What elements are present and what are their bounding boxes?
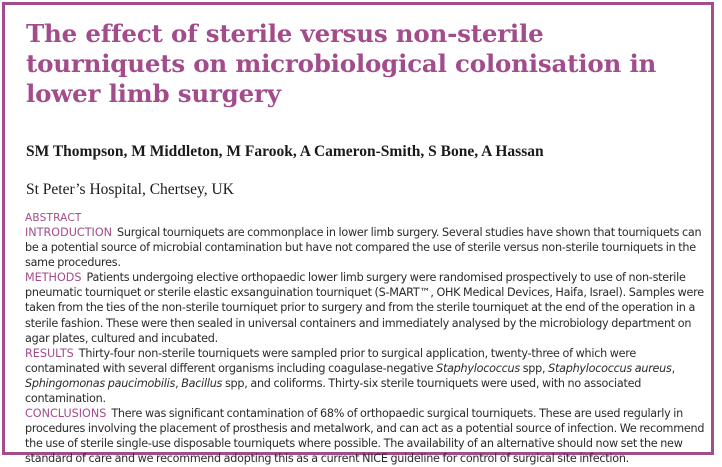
introduction-text: Surgical tourniquets are commonplace in lower limb surgery. Several studies have shown that tourniquets can be a potential source of microbial contamination but have not compared the use of sterile versus non-sterile tourniquets in the same procedures. (25, 226, 702, 270)
introduction-paragraph (25, 225, 711, 270)
organism-sphingomonas: Sphingomonas paucimobilis (25, 376, 176, 390)
organism-staphylococcus: Staphylococcus (436, 361, 520, 375)
abstract-heading: ABSTRACT (25, 212, 82, 224)
affiliation: St Peter’s Hospital, Chertsey, UK (26, 181, 234, 198)
organism-staphylococcus-aureus: Staphylococcus aureus (548, 361, 672, 375)
methods-label: METHODS (25, 271, 82, 285)
abstract-frame (2, 2, 714, 466)
results-text-5: spp, and coliforms. Thirty-six sterile tourniquets were used, with no associated contamination. (25, 376, 642, 406)
results-text-3: , (671, 361, 675, 375)
results-text-2: spp, (519, 361, 549, 375)
conclusions-text: There was significant contamination of 68% of orthopaedic surgical tourniquets. These are used regularly in procedures involving the placement of prosthesis and metalwork, and can act as a potential source of infection. We recommend the use of sterile single-use disposable tourniquets where possible. The availability of an alternative should now set the new standard of care and we recommend adopting this as a current NICE guideline for control of surgical site infection. (25, 407, 705, 466)
methods-text: Patients undergoing elective orthopaedic lower limb surgery were randomised prospectively to use of non-sterile pneumatic tourniquet or sterile elastic exsanguination tourniquet (S-MART™, OHK Medical Devices, Haifa, Israel). Samples were taken from the ties of the non-sterile tourniquet prior to surgery and from the sterile tourniquet at the end of the operation in a sterile fashion. These were then sealed in universal containers and immediately analysed by the microbiology department on agar plates, cultured and incubated. (25, 271, 704, 345)
organism-bacillus: Bacillus (181, 376, 223, 390)
results-label: RESULTS (25, 346, 74, 360)
results-paragraph (25, 346, 711, 406)
abstract-body (25, 211, 711, 467)
introduction-label: INTRODUCTION (25, 226, 113, 239)
methods-paragraph (25, 270, 711, 345)
conclusions-paragraph (25, 406, 711, 466)
results-text-4: , (175, 376, 182, 390)
author-list: SM Thompson, M Middleton, M Farook, A Cameron-Smith, S Bone, A Hassan (26, 143, 544, 160)
conclusions-label: CONCLUSIONS (25, 407, 107, 421)
results-text-1: Thirty-four non-sterile tourniquets were sampled prior to surgical application, twenty-three of which were contaminated with several different organisms including coagulase-negative (25, 346, 637, 375)
paper-title: The effect of sterile versus non-sterile tourniquets on microbiological colonisation in lower limb surgery (26, 19, 657, 108)
